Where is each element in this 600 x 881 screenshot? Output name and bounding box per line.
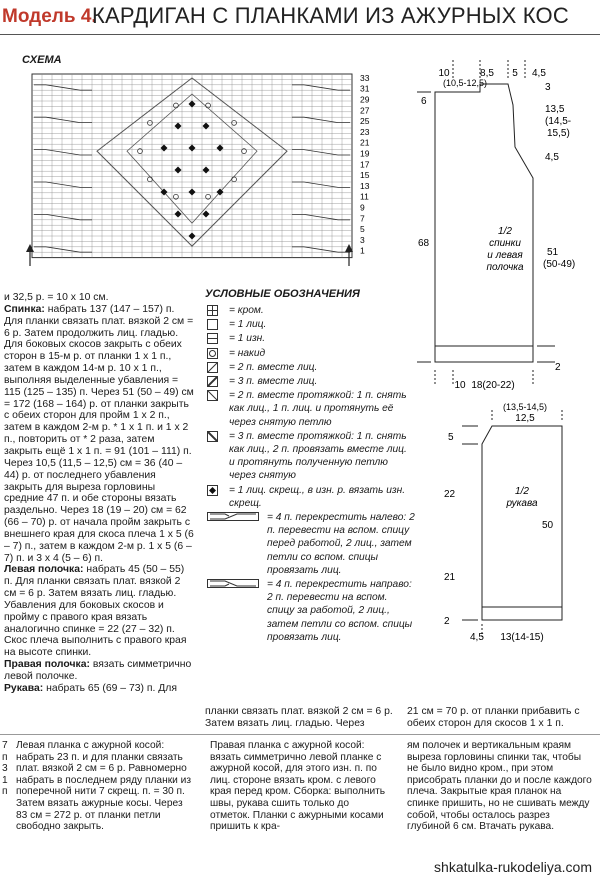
legend-item: = 3 п. вместе лиц. (205, 375, 415, 388)
dim-top-4: 4,5 (532, 68, 546, 79)
sleeve-text-continued: планки связать плат. вязкой 2 см = 6 р. Затем вязать лиц. гладью. Через (205, 706, 393, 729)
sleeve-dim-left-4: 2 (444, 616, 450, 627)
right-front-heading: Правая полочка: (4, 659, 90, 671)
cable-right-icon (207, 579, 259, 588)
site-watermark: shkatulka-rukodeliya.com (434, 859, 592, 875)
dim-top-2: 8,5 (480, 68, 494, 79)
left-text-column (4, 292, 194, 695)
svg-text:рукава: рукава (506, 498, 538, 509)
dim-right-3: (14,5- (545, 116, 572, 127)
legend-item: = 1 изн. (205, 332, 415, 345)
dim-right-2: 13,5 (545, 104, 565, 115)
k3tog-icon (207, 376, 218, 387)
row-number: 5 (360, 224, 365, 235)
row-number: 17 (360, 159, 370, 170)
row-number: 27 (360, 105, 370, 116)
sleeve-dim-left-1: 5 (448, 432, 454, 443)
dim-right-6: 51 (547, 247, 559, 258)
page-title: КАРДИГАН С ПЛАНКАМИ ИЗ АЖУРНЫХ КОС (92, 3, 569, 28)
row-number: 31 (360, 83, 370, 94)
chart-title: СХЕМА (22, 54, 62, 66)
dim-bottom-2: 18(20-22) (471, 380, 515, 391)
edge-stitch-icon (207, 305, 218, 316)
sleeve-pattern (420, 402, 600, 647)
dim-right-4: 15,5) (547, 128, 570, 139)
svg-text:полочка: полочка (486, 262, 524, 273)
row-number: 15 (360, 170, 370, 181)
back-heading: Спинка: (4, 303, 45, 315)
row-number: 7 (360, 213, 365, 224)
knit-stitch-icon (207, 319, 218, 330)
sleeve-text: набрать 65 (69 – 73) п. Для (43, 682, 177, 694)
row-number: 33 (360, 72, 370, 83)
page-header (0, 0, 600, 38)
dim-right-8: 2 (555, 362, 561, 373)
left-front-text: набрать 45 (50 – 55) п. Для планки связать плат. вязкой 2 см = 6 р. Затем вязать лиц. гладью. Убавления для боковых скосов и пройму с правого края вязать аналогично спинке = 22 (27 – 32) п. Скос плеча выполнить с правого края на высоте спинки. (4, 564, 187, 659)
row-number: 9 (360, 202, 365, 213)
right-front-text: вязать симметрично левой полочке. (4, 659, 192, 682)
dim-left-2: 68 (418, 238, 430, 249)
sleeve-dim-top-range: (13,5-14,5) (502, 402, 548, 412)
sk2p-icon (207, 431, 218, 442)
legend-item: = накид (205, 347, 415, 360)
legend-item: = 1 лиц. скрещ., в изн. р. вязать изн. скрещ. (205, 484, 415, 510)
legend-item: = 2 п. вместе лиц. (205, 361, 415, 374)
dim-left-1: 6 (421, 96, 427, 107)
svg-text:спинки: спинки (489, 238, 521, 249)
dim-top-3: 5 (512, 68, 518, 79)
row-number: 3 (360, 234, 365, 245)
cable-left-icon (207, 512, 259, 521)
legend (205, 288, 415, 645)
svg-text:1/2: 1/2 (515, 486, 529, 497)
section-divider (0, 734, 600, 735)
twisted-knit-icon (207, 485, 218, 496)
sleeve-dim-top: 12,5 (515, 413, 535, 424)
svg-text:1/2: 1/2 (498, 226, 512, 237)
legend-item: = 1 лиц. (205, 318, 415, 331)
yarn-over-icon (207, 348, 218, 359)
dim-right-1: 3 (545, 82, 551, 93)
back-front-pattern (405, 50, 600, 395)
row-number: 23 (360, 126, 370, 137)
sleeve-dim-left-2: 22 (444, 489, 456, 500)
dim-right-7: (50-49) (543, 259, 576, 270)
sleeve-dim-bottom-2: 13(14-15) (500, 632, 544, 643)
sleeve-dim-right: 50 (542, 520, 554, 531)
left-placket-text: Левая планка с ажурной косой: набрать 23 п. и для планки связать плат. вязкой 2 см = 6 р. Равномерно набрать в последнем ряду планки из поперечной нити 7 скрещ. п. = 30 п. Затем вязать ажурные косы. Через 83 см = 272 р. от планки петли свободно закрыть. (16, 740, 192, 833)
legend-item: = 4 п. перекрестить налево: 2 п. перевести на вспом. спицу перед работой, 2 лиц., затем петли со вспом. спицы провязать лиц. (205, 511, 415, 577)
dim-top-1: 10 (438, 68, 450, 79)
knitting-chart (22, 70, 382, 300)
left-front-heading: Левая полочка: (4, 564, 84, 576)
purl-stitch-icon (207, 333, 218, 344)
sleeve-text-right: 21 см = 70 р. от планки прибавить с обеих сторон для скосов 1 х 1 п. (407, 706, 580, 729)
dim-top-range: (10,5-12,5) (442, 78, 488, 88)
row-number: 21 (360, 137, 370, 148)
sleeve-dim-bottom-1: 4,5 (470, 632, 484, 643)
row-number: 19 (360, 148, 370, 159)
row-number: 29 (360, 94, 370, 105)
header-rule (0, 34, 600, 35)
dim-bottom-1: 10 (454, 380, 466, 391)
row-number: 25 (360, 116, 370, 127)
row-number: 11 (360, 191, 369, 202)
sleeve-heading: Рукава: (4, 682, 44, 694)
legend-item: = 4 п. перекрестить направо: 2 п. перевести на вспом. спицу за работой, 2 лиц., затем петли со вспом. спицы провязать лиц. (205, 578, 415, 644)
sleeve-dim-left-3: 21 (444, 572, 456, 583)
legend-item: = кром. (205, 304, 415, 317)
ssk-icon (207, 390, 218, 401)
right-placket-assembly-text: Правая планка с ажурной косой: вязать симметрично левой планке с ажурной косой, для этого изн. п. по лиц. стороне вязать кром. с левого края перед кром. Сборка: выполнить швы, рукава сшить только до отметок. Планки с ажурными косами пришить к кра- (210, 740, 386, 833)
dim-right-5: 4,5 (545, 152, 559, 163)
row-number: 13 (360, 180, 370, 191)
model-number: Модель 4. (2, 6, 97, 27)
gauge-text: и 32,5 р. = 10 х 10 см. (4, 292, 109, 303)
back-text: набрать 137 (147 – 157) п. Для планки связать плат. вязкой 2 см = 6 р. Затем продолжить лиц. гладью. Для боковых скосов закрыть с обеих сторон в 15-м р. от планки 1 х 1 п., затем в каждом 14-м р. 10 х 1 п., выполняя выделенные убавления = 115 (125 – 135) п. Через 51 (50 – 49) см = 172 (168 – 164) р. от планки закрыть с обеих сторон для пройм 1 х 2 п., затем в каждом 2-м р. * 1 х 1 п. и 1 х 2 п., повторить от * 2 раза, затем закрыть ещё 1 х 1 п. = 91 (101 – 111) п. Через 10,5 (11,5 – 12,5) см = 36 (40 – 44) р. от последнего убавления закрыть для выреза горловины средние 47 п. и обе стороны вязать раздельно. Через 18 (19 – 20) см = 62 (66 – 70) р. от начала пройм закрыть с внешнего края для скоса плеча 1 х 5 (6 – 7) п., затем в каждом 2-м р. 1 х 5 (6 – 7) п. и 3 х 4 (5 – 6) п. (4, 303, 194, 564)
legend-item: = 3 п. вместе протяжкой: 1 п. снять как лиц., 2 п. провязать вместе лиц. и протянуть полученную петлю через снятую (205, 430, 415, 483)
svg-text:и левая: и левая (487, 250, 523, 261)
assembly-text-continued: ям полочек и вертикальным краям выреза горловины спинки так, чтобы не было видно кром., при этом присобрать планки до и после каждого плеча. Закрытые края планок на спинке пришить, но не сшивать между собой, чтобы осталось разрез глубиной 6 см. Втачать рукава. (407, 740, 592, 833)
legend-heading: УСЛОВНЫЕ ОБОЗНАЧЕНИЯ (205, 288, 360, 300)
cut-off-margin-text: 7 п 3 1 п (2, 740, 8, 798)
legend-item: = 2 п. вместе протяжкой: 1 п. снять как лиц., 1 п. лиц. и протянуть её через снятую петлю (205, 389, 415, 429)
chart-row-numbers (360, 73, 370, 256)
row-number: 1 (360, 245, 365, 256)
k2tog-icon (207, 362, 218, 373)
